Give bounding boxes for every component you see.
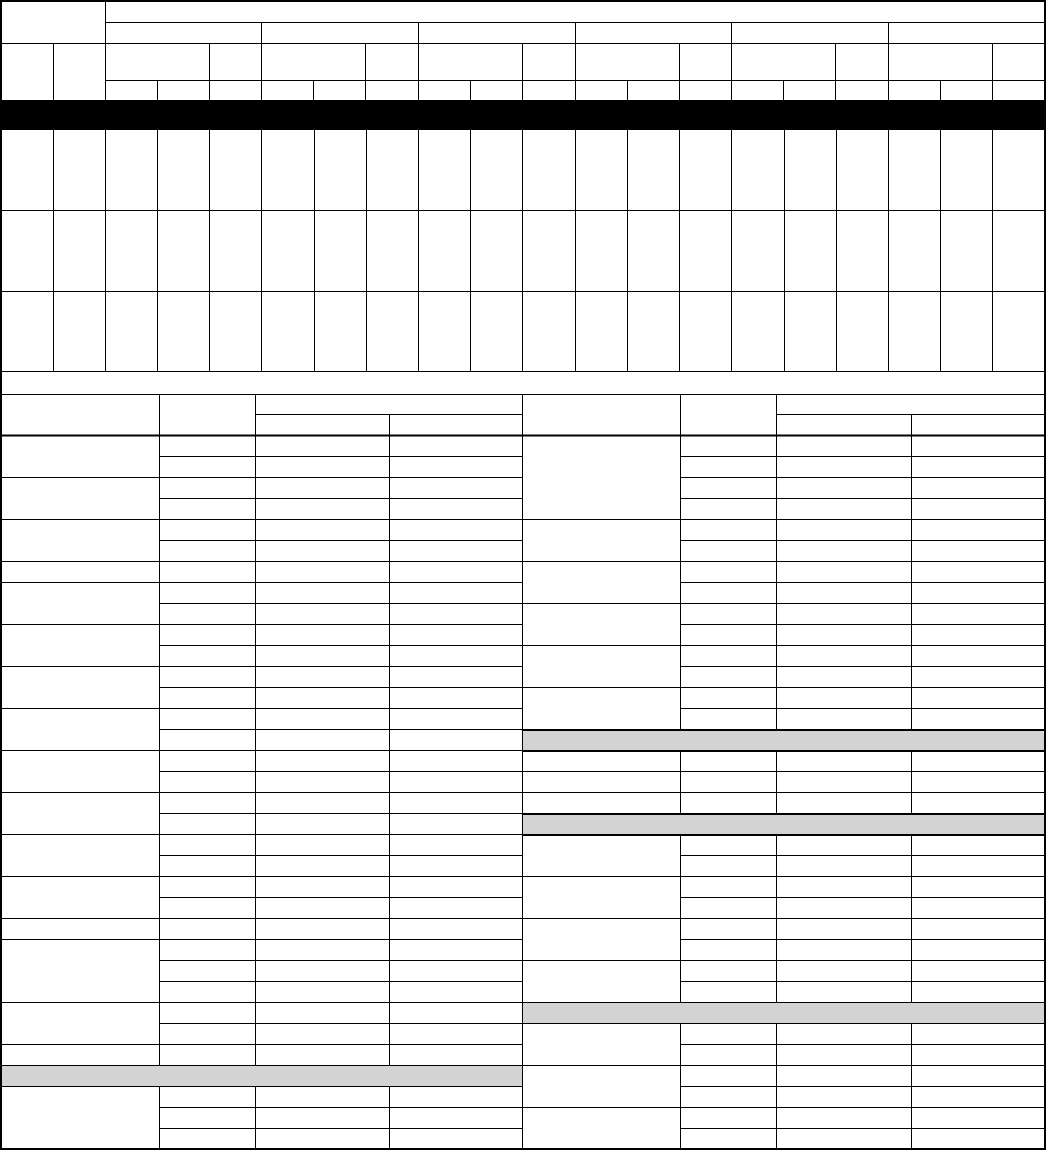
shaded-row xyxy=(523,814,1044,835)
shaded-row xyxy=(523,1002,1044,1023)
shaded-row xyxy=(523,730,1044,751)
shaded-row xyxy=(2,1065,523,1086)
header-band xyxy=(1,100,1045,130)
